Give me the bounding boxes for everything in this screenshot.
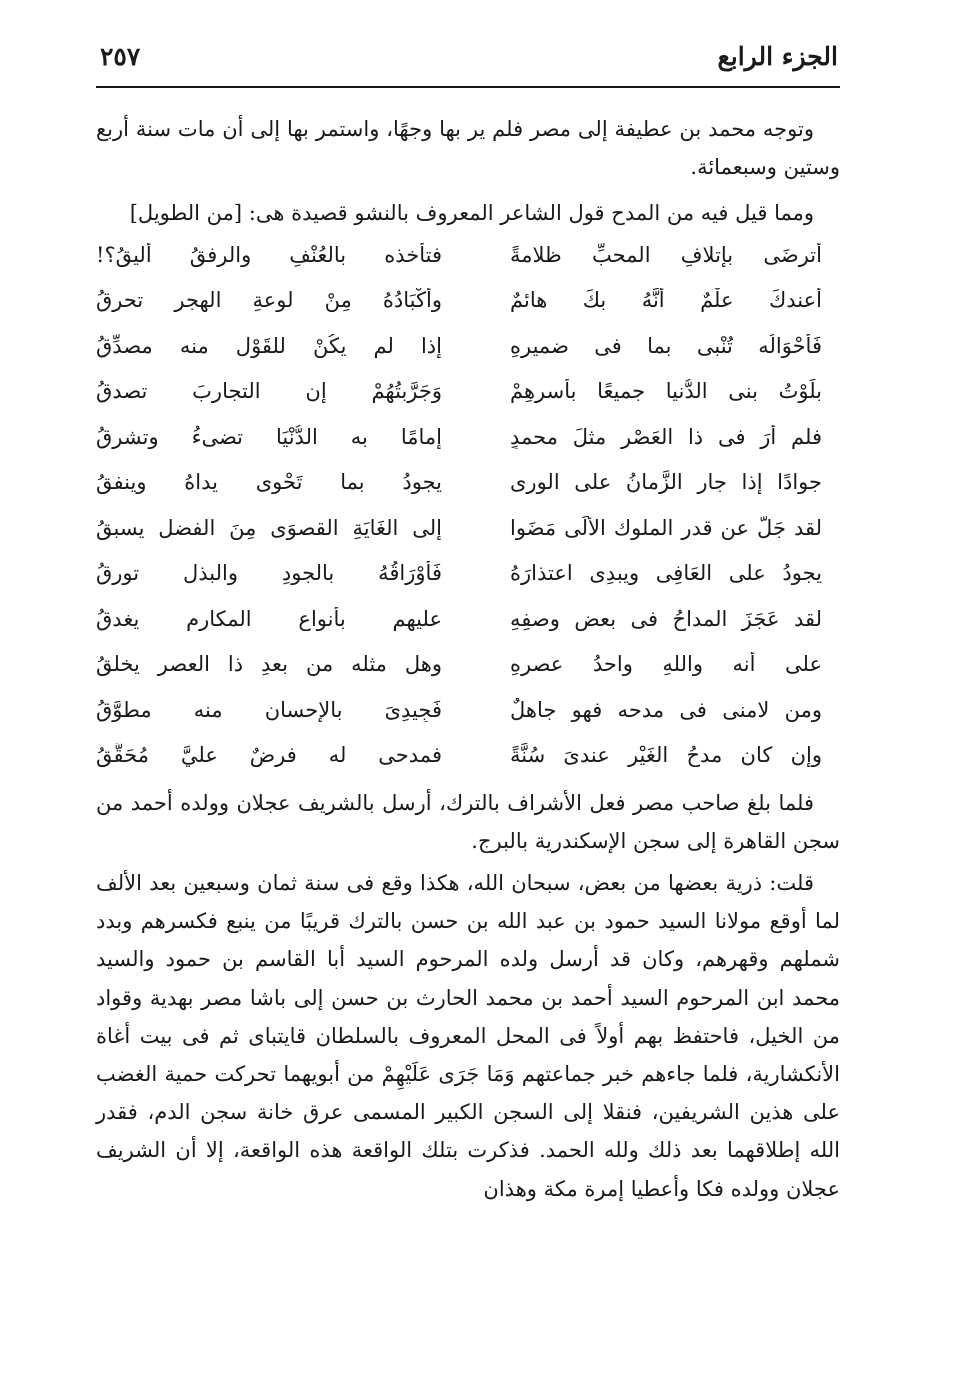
- verse-first-hemistich: أعندكَ علْمٌ أنَّهُ بكَ هائمٌ: [510, 288, 822, 313]
- verse-second-hemistich: إمامًا به الدُّنْيَا تضىءُ وتشرقُ: [96, 424, 442, 449]
- verse-first-hemistich: أترضَى بإتلافِ المحبِّ ظلامةً: [510, 242, 822, 267]
- verse-first-hemistich: ومن لامنى فى مدحه فهو جاهلٌ: [510, 697, 822, 722]
- poem-verse: [96, 278, 840, 324]
- paragraph-3: فلما بلغ صاحب مصر فعل الأشراف بالترك، أرسل بالشريف عجلان وولده أحمد من سجن القاهرة إلى سجن الإسكندرية بالبرج.: [96, 791, 840, 853]
- verse-first-hemistich: وإن كان مدحُ الغَيْرِ عندىَ سُنَّةً: [510, 743, 822, 768]
- poem-verse: [96, 687, 840, 733]
- poem-verse: [96, 551, 840, 597]
- verse-first-hemistich: لقد جَلَّ عن قدر الملوك الأُلَى مَضَوا: [510, 515, 822, 540]
- verse-second-hemistich: وهل مثله من بعدِ ذا العصرِ يخلقُ: [96, 652, 442, 677]
- verse-second-hemistich: إلى الغَايَةِ القصوَى مِنَ الفضلِ يسبقُ: [96, 515, 442, 540]
- verse-second-hemistich: فمدحى له فرضٌ عليَّ مُحَقَّقُ: [96, 743, 442, 768]
- verse-first-hemistich: فَأَحْوَالُه تُنْبى بما فى ضميرِهِ: [510, 333, 822, 358]
- verse-first-hemistich: لقد عَجَزَ المداحُ فى بعضِ وصفِهِ: [510, 606, 822, 631]
- poem-verse: [96, 232, 840, 278]
- page-number: ٢٥٧: [100, 42, 141, 71]
- running-title: الجزء الرابع: [717, 42, 838, 71]
- poem-verse: [96, 733, 840, 779]
- paragraph-1: وتوجه محمد بن عطيفة إلى مصر فلم ير بها وجهًا، واستمر بها إلى أن مات سنة أربع وستين وسبعمائة.: [96, 117, 840, 179]
- paragraph-4: قلت: ذرية بعضها من بعض، سبحان الله، هكذا وقع فى سنة ثمان وسبعين بعد الألف لما أوقع مولانا السيد حمود بن عبد الله بن حسن بالترك قريبًا من ينبع فكسرهم وبدد شملهم وقهرهم، وكان قد أرسل ولده المرحوم السيد أبا القاسم بن حمود والسيد محمد ابن المرحوم السيد أحمد بن محمد الحارث بن حسن إلى باشا مصر بهدية وقواد من الخيل، فاحتفظ بهم أولاً فى المحل المعروف بالسلطان قايتباى ثم فى بيت أغاة الأنكشارية، فلما جاءهم خبر جماعتهم وَمَا جَرَى عَلَيْهِمْ من أبويهما تحركت حمية الغضب على هذين الشريفين، فنقلا إلى السجن الكبير المسمى عرق خانة سجن الدم، فقدر الله إطلاقهما بعد ذلك ولله الحمد. فذكرت بتلك الواقعة هذه الواقعة، إلا أن الشريف عجلان وولده فكا وأعطيا إمرة مكة وهذان: [96, 871, 840, 1201]
- page-header: [96, 40, 840, 88]
- poem: [96, 232, 840, 778]
- verse-first-hemistich: على أنه واللهِ واحدُ عصرِهِ: [510, 652, 822, 677]
- verse-second-hemistich: فَجِيدِىَ بالإحسانِ منه مطوَّقُ: [96, 697, 442, 722]
- verse-second-hemistich: وأَكْبَادُهُ مِنْ لوعةِ الهجرِ تحرقُ: [96, 288, 442, 313]
- verse-first-hemistich: يجودُ على العَافِى ويبدِى اعتذارَهُ: [510, 561, 822, 586]
- verse-second-hemistich: وَجَرَّبتُهُمْ إن التجاربَ تصدقُ: [96, 379, 442, 404]
- book-page: [96, 40, 840, 1208]
- verse-second-hemistich: عليهم بأنواعِ المكارمِ يغدقُ: [96, 606, 442, 631]
- verse-first-hemistich: بلَوْتُ بنى الدُّنيا جميعًا بأسرِهِمْ: [510, 379, 822, 404]
- poem-verse: [96, 642, 840, 688]
- poem-verse: [96, 369, 840, 415]
- poem-verse: [96, 596, 840, 642]
- verse-second-hemistich: إذا لم يكُنْ للقَوْلِ منه مصدِّقُ: [96, 333, 442, 358]
- poem-introduction: ومما قيل فيه من المدح قول الشاعر المعروف بالنشو قصيدة هى: [من الطويل]: [129, 201, 814, 225]
- poem-verse: [96, 505, 840, 551]
- verse-first-hemistich: جوادًا إذا جار الزَّمانُ على الورى: [510, 470, 822, 495]
- poem-verse: [96, 460, 840, 506]
- verse-second-hemistich: فَأَوْرَاقُهُ بالجودِ والبذلِ تورقُ: [96, 561, 442, 586]
- verse-first-hemistich: فلم أرَ فى ذا العَصْرِ مثلَ محمدٍ: [510, 424, 822, 449]
- poem-verse: [96, 323, 840, 369]
- verse-second-hemistich: يجودُ بما تَحْوى يداهُ وينفقُ: [96, 470, 442, 495]
- poem-verse: [96, 414, 840, 460]
- verse-second-hemistich: فتأخذه بالعُنْفِ والرفقُ أليقُ؟!: [96, 242, 442, 267]
